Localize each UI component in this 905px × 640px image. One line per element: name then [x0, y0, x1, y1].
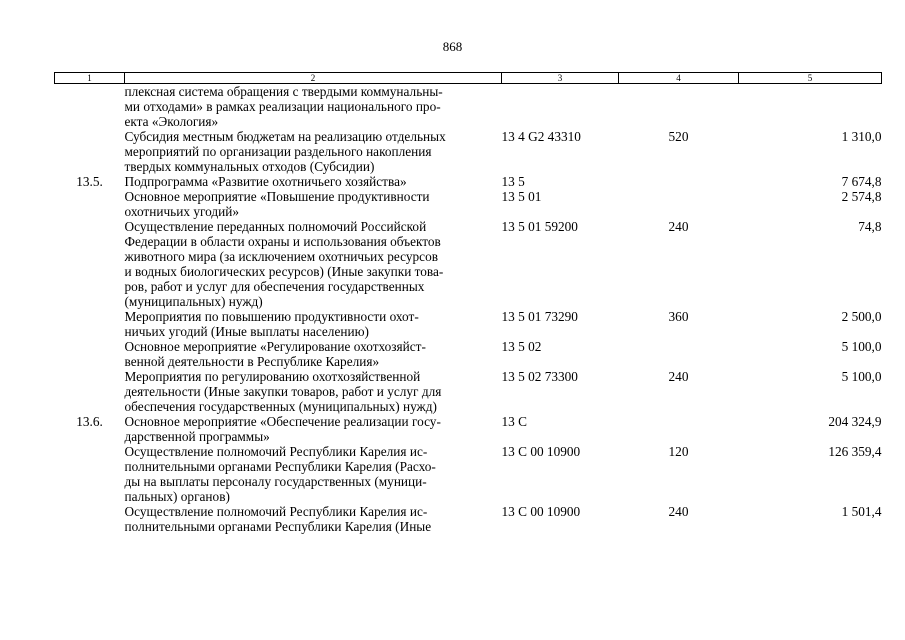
row-amount: 2 574,8: [841, 189, 882, 204]
row-name-line: Мероприятия по повышению продуктивности охот-: [124, 309, 419, 324]
row-code: 13 5 01: [501, 189, 542, 204]
row-code: 13 5: [501, 174, 525, 189]
row-amount: 1 501,4: [841, 504, 882, 519]
row-expense-type: 240: [668, 369, 689, 384]
row-name-line: полнительными органами Республики Карелия (Расхо-: [124, 459, 436, 474]
row-name-line: и водных биологических ресурсов) (Иные закупки това-: [124, 264, 444, 279]
row-code: 13 5 02 73300: [501, 369, 578, 384]
row-amount: 1 310,0: [841, 129, 882, 144]
table-row: [55, 504, 882, 534]
table-row: [55, 129, 882, 174]
row-name: [125, 444, 502, 504]
row-number: [55, 309, 125, 339]
table-row: [55, 369, 882, 414]
row-name-line: Федерации в области охраны и использования объектов: [124, 234, 441, 249]
row-name-line: Осуществление полномочий Республики Карелия ис-: [124, 444, 428, 459]
table-row: [55, 84, 882, 130]
row-name-line: Осуществление полномочий Республики Карелия ис-: [124, 504, 428, 519]
budget-table: [54, 72, 882, 534]
row-number: [55, 84, 125, 130]
row-name: [125, 189, 502, 219]
row-name: [125, 309, 502, 339]
row-number: [55, 444, 125, 504]
row-number: [55, 189, 125, 219]
row-code: [502, 84, 619, 130]
row-name: [125, 369, 502, 414]
table-row: [55, 174, 882, 189]
row-name-line: ничьих угодий (Иные выплаты населению): [124, 324, 369, 339]
column-header-5: 5: [739, 73, 882, 84]
row-code: 13 4 G2 43310: [501, 129, 581, 144]
row-code: 13 С 00 10900: [501, 444, 581, 459]
row-name-line: животного мира (за исключением охотничьих ресурсов: [124, 249, 438, 264]
row-expense-type: 240: [668, 504, 689, 519]
row-name-line: твердых коммунальных отходов (Субсидии): [124, 159, 375, 174]
table-row: [55, 339, 882, 369]
row-expense-type: [619, 339, 739, 369]
table-row: [55, 309, 882, 339]
row-name: [125, 84, 502, 130]
row-number: [55, 339, 125, 369]
row-amount: 5 100,0: [841, 339, 882, 354]
row-amount: 126 359,4: [828, 444, 882, 459]
row-number: [55, 504, 125, 534]
row-code: 13 С: [501, 414, 527, 429]
row-expense-type: [619, 84, 739, 130]
table-body: [55, 84, 882, 535]
row-name-line: мероприятий по организации раздельного накопления: [124, 144, 432, 159]
row-name-line: пальных) органов): [124, 489, 230, 504]
row-amount: [739, 84, 882, 130]
row-name-line: дарственной программы»: [124, 429, 270, 444]
row-number: 13.5.: [76, 174, 103, 189]
row-name-line: Субсидия местным бюджетам на реализацию отдельных: [124, 129, 446, 144]
row-name-line: Подпрограмма «Развитие охотничьего хозяйства»: [124, 174, 407, 189]
row-name-line: ров, работ и услуг для обеспечения государственных: [124, 279, 425, 294]
row-code: 13 5 02: [501, 339, 542, 354]
page-number: 868: [442, 39, 463, 54]
row-expense-type: [619, 189, 739, 219]
row-name-line: обеспечения государственных (муниципальных) нужд): [124, 399, 437, 414]
row-name-line: деятельности (Иные закупки товаров, работ и услуг для: [124, 384, 442, 399]
row-code: 13 5 01 73290: [501, 309, 578, 324]
row-name-line: Основное мероприятие «Регулирование охотхозяйст-: [124, 339, 426, 354]
row-code: 13 5 01 59200: [501, 219, 578, 234]
row-expense-type: 120: [668, 444, 689, 459]
row-name: [125, 129, 502, 174]
table-row: [55, 219, 882, 309]
row-amount: 2 500,0: [841, 309, 882, 324]
column-header-1: 1: [55, 73, 125, 84]
row-expense-type: 520: [668, 129, 689, 144]
row-expense-type: 360: [668, 309, 689, 324]
column-header-4: 4: [619, 73, 739, 84]
row-code: 13 С 00 10900: [501, 504, 581, 519]
row-name-line: Осуществление переданных полномочий Российской: [124, 219, 427, 234]
column-header-2: 2: [125, 73, 502, 84]
row-name-line: ды на выплаты персоналу государственных (муници-: [124, 474, 427, 489]
row-name-line: венной деятельности в Республике Карелия»: [124, 354, 380, 369]
row-name: [125, 504, 502, 534]
row-number: [55, 219, 125, 309]
table-header: [55, 73, 882, 84]
row-name: [125, 414, 502, 444]
row-name: [125, 219, 502, 309]
row-name-line: охотничьих угодий»: [124, 204, 239, 219]
table-row: [55, 414, 882, 444]
row-name-line: ми отходами» в рамках реализации национального про-: [124, 99, 441, 114]
row-name-line: плексная система обращения с твердыми коммунальны-: [124, 84, 443, 99]
row-amount: 74,8: [858, 219, 882, 234]
row-amount: 7 674,8: [841, 174, 882, 189]
row-name-line: (муниципальных) нужд): [124, 294, 263, 309]
row-expense-type: [619, 174, 739, 189]
row-name-line: Основное мероприятие «Обеспечение реализации госу-: [124, 414, 441, 429]
row-expense-type: 240: [668, 219, 689, 234]
row-name-line: Основное мероприятие «Повышение продуктивности: [124, 189, 430, 204]
row-number: [55, 129, 125, 174]
row-name-line: полнительными органами Республики Карелия (Иные: [124, 519, 432, 534]
row-number: 13.6.: [76, 414, 103, 429]
row-amount: 5 100,0: [841, 369, 882, 384]
column-header-3: 3: [502, 73, 619, 84]
row-name: [125, 174, 502, 189]
row-number: [55, 369, 125, 414]
row-name-line: екта «Экология»: [124, 114, 219, 129]
row-name-line: Мероприятия по регулированию охотхозяйственной: [124, 369, 421, 384]
table-row: [55, 444, 882, 504]
row-name: [125, 339, 502, 369]
row-amount: 204 324,9: [828, 414, 882, 429]
row-expense-type: [619, 414, 739, 444]
table-row: [55, 189, 882, 219]
